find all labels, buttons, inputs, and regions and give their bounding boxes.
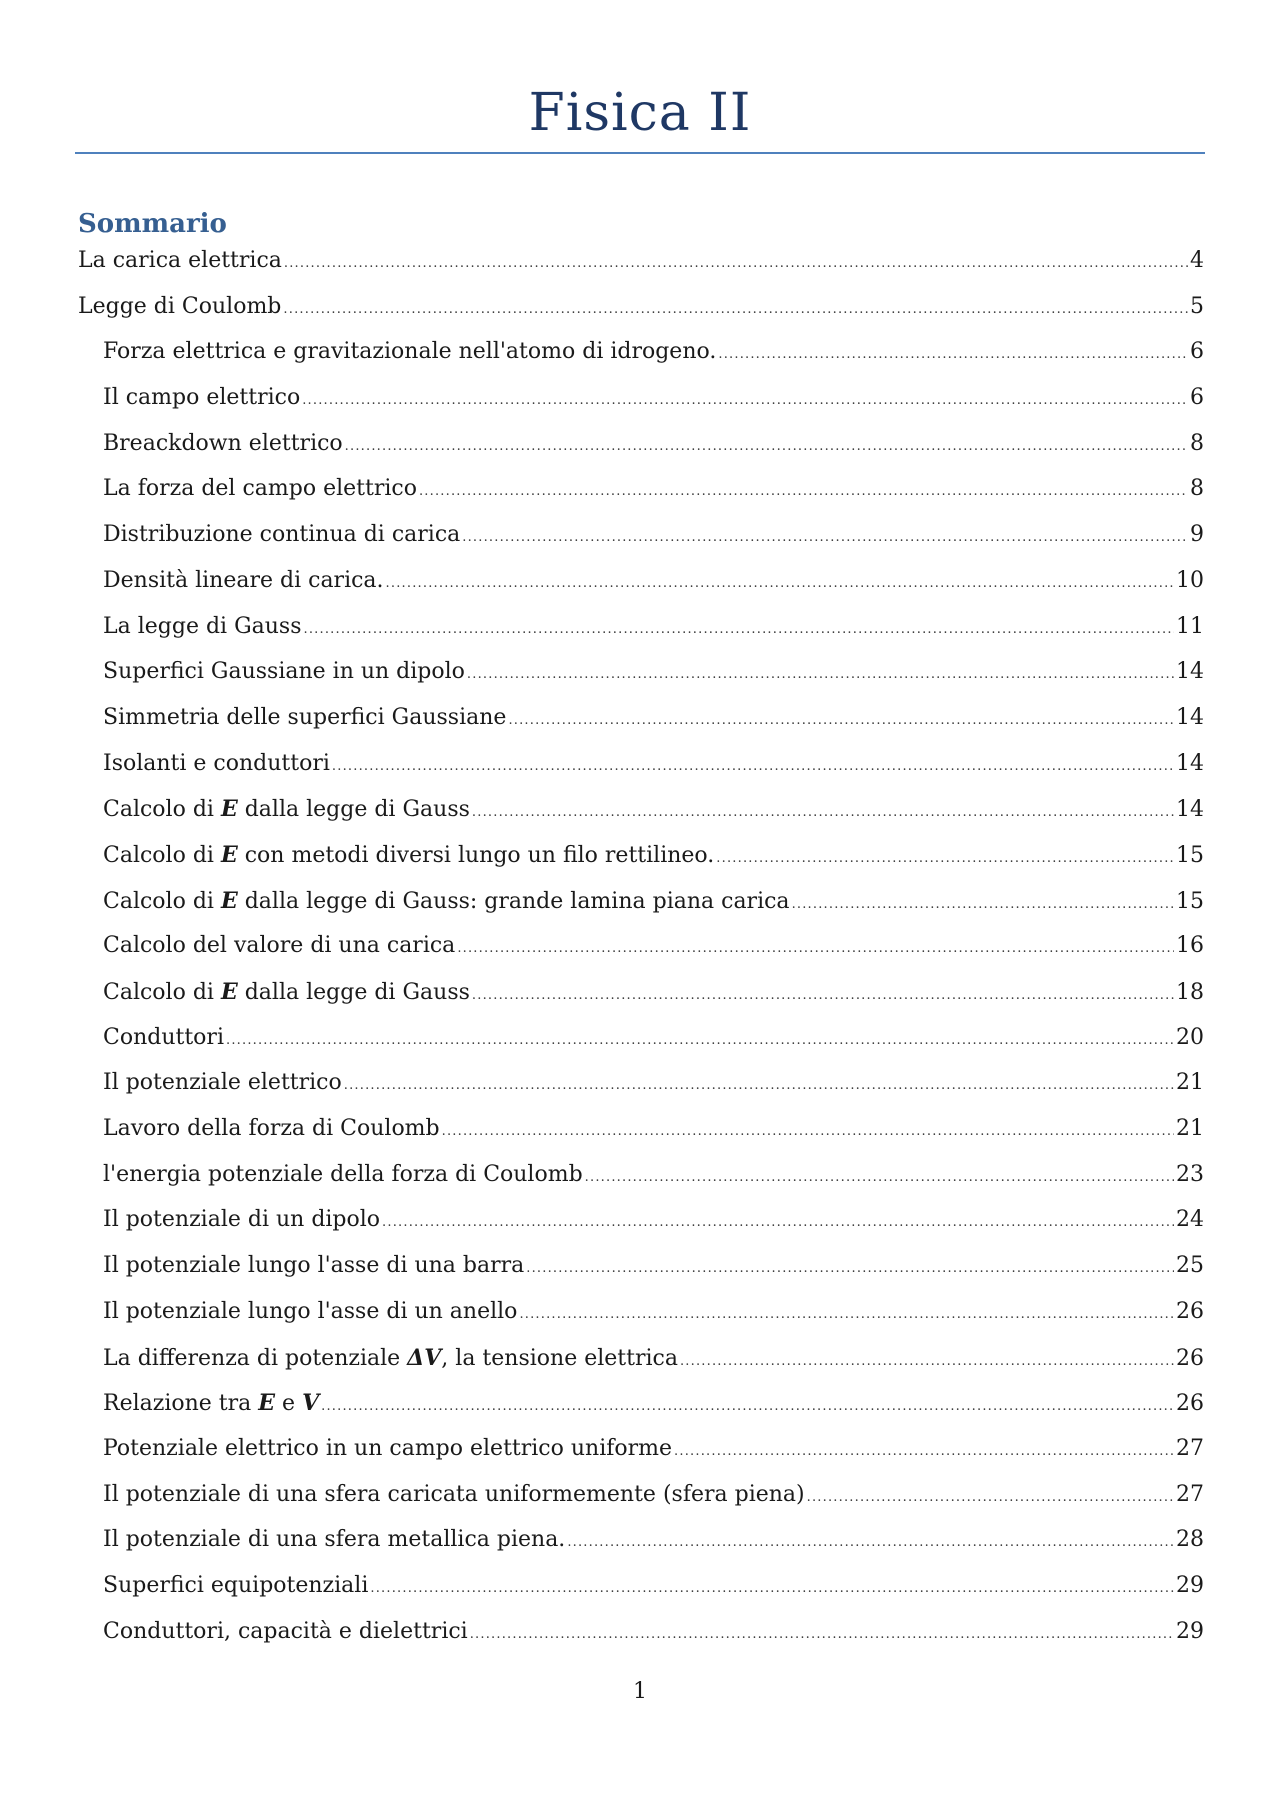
dot-leader <box>472 796 1174 830</box>
dot-leader <box>807 1481 1174 1515</box>
toc-entry[interactable] <box>78 427 1204 473</box>
toc-page-number: 14 <box>1176 659 1204 685</box>
toc-entry[interactable] <box>78 290 1204 336</box>
toc-entry[interactable] <box>78 1432 1204 1478</box>
toc-page-number: 6 <box>1190 385 1204 411</box>
toc-entry-title: Il potenziale di una sfera metallica piena. <box>103 1527 566 1553</box>
toc-entry[interactable] <box>78 610 1204 656</box>
toc-entry-title: Breackdown elettrico <box>103 430 343 456</box>
dot-leader <box>567 1526 1174 1560</box>
toc-entry[interactable] <box>78 747 1204 793</box>
dot-leader <box>519 1298 1174 1332</box>
dot-leader <box>585 1161 1174 1195</box>
toc-entry-title: Legge di Coulomb <box>78 293 282 319</box>
toc-entry-text: con metodi diversi lungo un filo rettilineo. <box>237 842 715 868</box>
toc-page-number: 26 <box>1176 1345 1204 1371</box>
toc-entry[interactable] <box>78 701 1204 747</box>
dot-leader <box>283 293 1188 327</box>
toc-entry[interactable] <box>78 929 1204 975</box>
toc-page-number: 8 <box>1190 430 1204 456</box>
toc-entry-title: Potenziale elettrico in un campo elettrico uniforme <box>103 1435 673 1461</box>
toc-entry[interactable] <box>78 472 1204 518</box>
toc-entry-text: dalla legge di Gauss <box>237 797 470 823</box>
toc-entry-title: Conduttori <box>103 1024 224 1050</box>
toc-entry-title: Lavoro della forza di Coulomb <box>103 1116 440 1142</box>
dot-leader <box>284 247 1188 281</box>
math-symbol: E <box>220 841 238 868</box>
toc-entry-title <box>103 838 714 873</box>
toc-entry-text: Relazione tra <box>103 1391 259 1417</box>
toc-entry-text: La differenza di potenziale <box>103 1345 408 1371</box>
dot-leader <box>442 1115 1174 1149</box>
toc-entry-title <box>103 792 470 827</box>
toc-page-number: 10 <box>1176 567 1204 593</box>
toc-page-number: 28 <box>1176 1527 1204 1553</box>
toc-entry-title: Conduttori, capacità e dielettrici <box>103 1618 468 1644</box>
dot-leader <box>382 1206 1174 1240</box>
toc-page-number: 27 <box>1176 1435 1204 1461</box>
dot-leader <box>345 430 1188 464</box>
dot-leader <box>457 932 1174 966</box>
toc-entry-title <box>103 1341 678 1376</box>
math-symbol: E <box>220 887 238 914</box>
dot-leader <box>472 979 1174 1013</box>
toc-entry-title: Superfici equipotenziali <box>103 1572 369 1598</box>
toc-entry[interactable] <box>78 1523 1204 1569</box>
toc-heading: Sommario <box>78 209 227 239</box>
toc-page-number: 18 <box>1176 980 1204 1005</box>
toc-entry[interactable] <box>78 792 1204 838</box>
dot-leader <box>467 658 1174 692</box>
dot-leader <box>226 1024 1174 1058</box>
toc-entry[interactable] <box>78 1158 1204 1204</box>
toc-page-number: 23 <box>1176 1161 1204 1187</box>
page-title: Fisica II <box>528 83 752 143</box>
toc-entry[interactable] <box>78 1386 1204 1432</box>
dot-leader <box>302 384 1188 418</box>
dot-leader <box>462 521 1188 555</box>
toc-entry-title <box>103 884 790 919</box>
toc-page-number: 6 <box>1190 339 1204 365</box>
toc-entry[interactable] <box>78 564 1204 610</box>
toc-entry[interactable] <box>78 1295 1204 1341</box>
dot-leader <box>792 888 1174 922</box>
toc-page-number: 25 <box>1176 1253 1204 1279</box>
toc-page-number: 21 <box>1176 1070 1204 1096</box>
dot-leader <box>508 704 1174 738</box>
dot-leader <box>386 567 1174 601</box>
toc-entry-title: Isolanti e conduttori <box>103 750 330 776</box>
toc-entry[interactable] <box>78 381 1204 427</box>
toc-page-number: 4 <box>1190 248 1204 273</box>
toc-entry[interactable] <box>78 1478 1204 1524</box>
toc-entry[interactable] <box>78 838 1204 884</box>
dot-leader <box>370 1572 1174 1606</box>
toc-entry-text: dalla legge di Gauss <box>237 980 470 1005</box>
toc-entry-title: Il potenziale di un dipolo <box>103 1207 381 1233</box>
math-symbol: E <box>220 796 238 823</box>
dot-leader <box>332 750 1174 784</box>
toc-entry-title: Il potenziale lungo l'asse di una barra <box>103 1253 525 1279</box>
toc-page-number: 26 <box>1176 1298 1204 1324</box>
toc-entry-title: Il potenziale elettrico <box>103 1070 342 1096</box>
toc-page-number: 14 <box>1176 750 1204 776</box>
toc-entry-title: Densità lineare di carica. <box>103 567 384 593</box>
toc-entry-text: Calcolo di <box>103 797 221 823</box>
toc-entry-text: Calcolo di <box>103 888 221 914</box>
dot-leader <box>718 338 1188 372</box>
title-divider <box>75 152 1205 154</box>
toc-entry[interactable] <box>78 1615 1204 1661</box>
toc-entry-title <box>103 975 470 1010</box>
toc-page-number: 11 <box>1176 613 1204 639</box>
toc-page-number: 15 <box>1176 888 1204 914</box>
math-symbol: E <box>258 1390 276 1417</box>
math-symbol: V <box>302 1390 320 1417</box>
toc-page-number: 15 <box>1176 842 1204 868</box>
toc-page-number: 14 <box>1176 797 1204 823</box>
toc-entry[interactable] <box>78 975 1204 1021</box>
toc-page-number: 29 <box>1176 1572 1204 1598</box>
toc-entry-title: Calcolo del valore di una carica <box>103 933 456 959</box>
toc-page-number: 5 <box>1190 293 1204 319</box>
dot-leader <box>419 475 1188 509</box>
dot-leader <box>304 613 1174 647</box>
page-number: 1 <box>633 1679 647 1704</box>
dot-leader <box>344 1069 1174 1103</box>
dot-leader <box>716 842 1174 876</box>
dot-leader <box>674 1435 1174 1469</box>
toc-entry[interactable] <box>78 1112 1204 1158</box>
toc-entry-title: La legge di Gauss <box>103 613 302 639</box>
toc-entry[interactable] <box>78 518 1204 564</box>
toc-entry[interactable] <box>78 884 1204 930</box>
toc-page-number: 26 <box>1176 1391 1204 1417</box>
toc-entry[interactable] <box>78 1066 1204 1112</box>
toc-entry[interactable] <box>78 335 1204 381</box>
toc-entry-title: La carica elettrica <box>78 248 282 273</box>
dot-leader <box>526 1252 1174 1286</box>
toc-page-number: 14 <box>1176 704 1204 730</box>
toc-page-number: 20 <box>1176 1024 1204 1050</box>
toc-page-number: 27 <box>1176 1481 1204 1507</box>
toc-entry[interactable] <box>78 244 1204 290</box>
toc-entry-title: Simmetria delle superfici Gaussiane <box>103 704 507 730</box>
dot-leader <box>470 1618 1174 1652</box>
toc-entry-text: Calcolo di <box>103 980 221 1005</box>
toc-entry[interactable] <box>78 1569 1204 1615</box>
toc-entry-text: , la tensione elettrica <box>441 1345 678 1371</box>
toc-entry-text: Calcolo di <box>103 842 221 868</box>
toc-entry-title: Il potenziale di una sfera caricata uniformemente (sfera piena) <box>103 1481 805 1507</box>
toc-entry-title: l'energia potenziale della forza di Coulomb <box>103 1161 583 1187</box>
toc-entry[interactable] <box>78 1249 1204 1295</box>
toc-page-number: 24 <box>1176 1207 1204 1233</box>
toc-entry-title: La forza del campo elettrico <box>103 476 417 502</box>
toc-entry-title <box>103 1386 319 1421</box>
toc-entry[interactable] <box>78 1203 1204 1249</box>
toc-page-number: 29 <box>1176 1618 1204 1644</box>
dot-leader <box>680 1345 1174 1379</box>
table-of-contents <box>78 244 1204 1660</box>
toc-page-number: 8 <box>1190 476 1204 502</box>
toc-page-number: 9 <box>1190 522 1204 548</box>
math-symbol: ΔV <box>407 1344 442 1371</box>
toc-entry-title: Distribuzione continua di carica <box>103 522 461 548</box>
toc-entry-text: dalla legge di Gauss: grande lamina piana carica <box>237 888 790 914</box>
toc-entry-title: Il campo elettrico <box>103 385 301 411</box>
toc-entry[interactable] <box>78 1021 1204 1067</box>
toc-entry-title: Superfici Gaussiane in un dipolo <box>103 659 465 685</box>
toc-entry-title: Il potenziale lungo l'asse di un anello <box>103 1298 518 1324</box>
toc-entry[interactable] <box>78 655 1204 701</box>
dot-leader <box>321 1390 1174 1424</box>
toc-page-number: 21 <box>1176 1116 1204 1142</box>
math-symbol: E <box>220 979 238 1005</box>
toc-entry-text: e <box>275 1391 303 1417</box>
toc-entry[interactable] <box>78 1341 1204 1387</box>
toc-page-number: 16 <box>1176 933 1204 959</box>
toc-entry-title: Forza elettrica e gravitazionale nell'atomo di idrogeno. <box>103 339 717 365</box>
